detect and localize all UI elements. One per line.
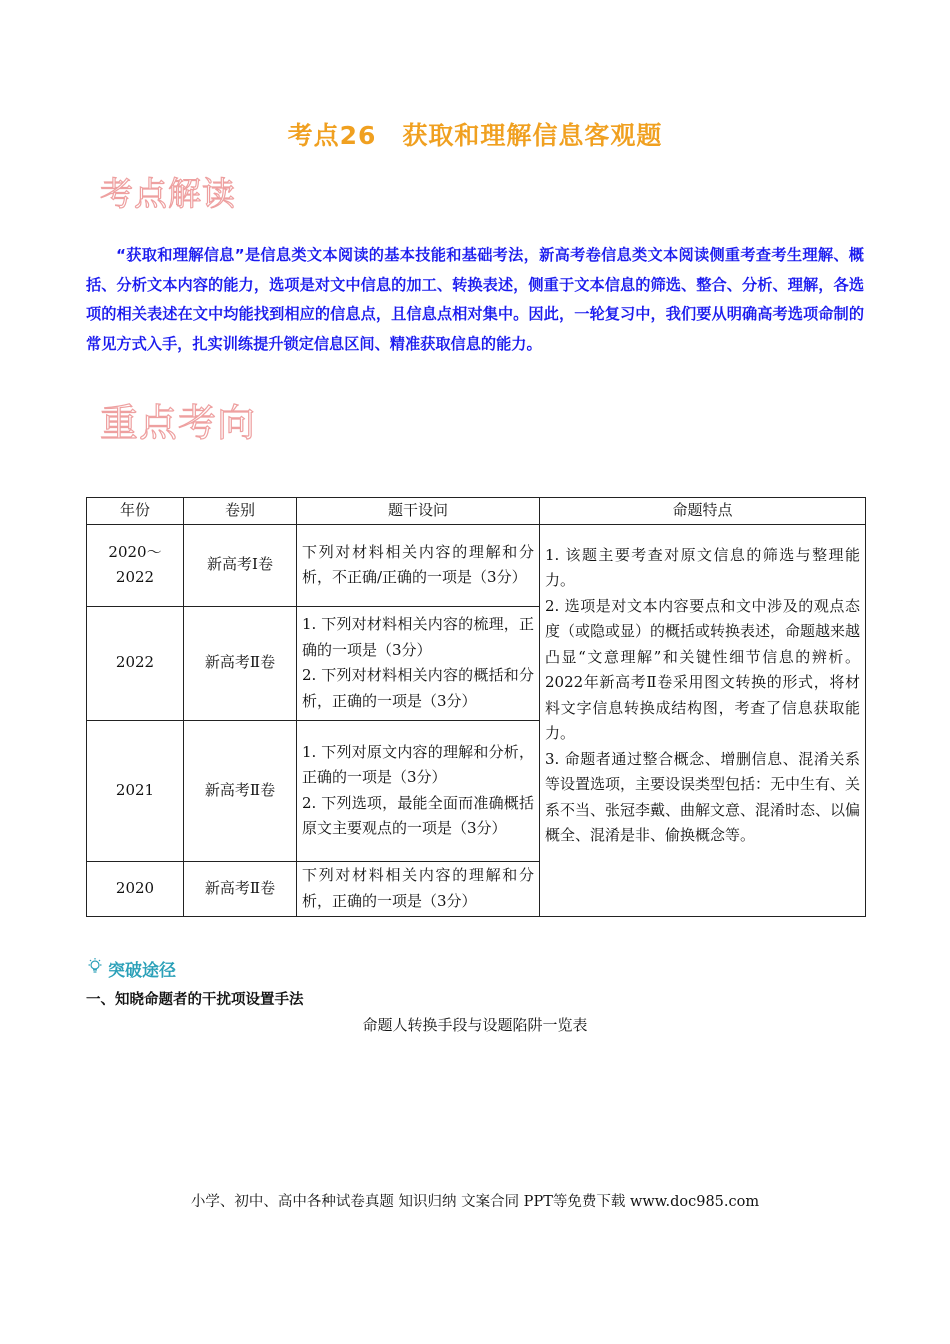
- cell-features: [540, 524, 866, 916]
- question-line: 1. 下列对材料相关内容的梳理，正确的一项是（3分）: [302, 615, 534, 659]
- section-heading-reading: 考点解读: [100, 174, 236, 213]
- cell-year: 2020～2022: [87, 524, 184, 606]
- question-line: 2. 下列选项，最能全面而准确概括原文主要观点的一项是（3分）: [302, 793, 534, 837]
- exam-table: [86, 497, 866, 917]
- subheading: 一、知晓命题者的干扰项设置手法: [86, 992, 304, 1008]
- method-label: 突破途径: [108, 961, 176, 981]
- feature-item: 3. 命题者通过整合概念、增删信息、混淆关系等设置选项，主要设误类型包括：无中生有、关系不当、张冠李戴、曲解文意、混淆时态、以偏概全、混淆是非、偷换概念等。: [545, 749, 861, 844]
- question-line: 1. 下列对原文内容的理解和分析，正确的一项是（3分）: [302, 742, 534, 786]
- header-paper: 卷别: [184, 498, 297, 525]
- feature-item: 2. 选项是对文本内容要点和文中涉及的观点态度（或隐或显）的概括或转换表述，命题越来越凸显“文意理解”和关键性细节信息的辨析。2022年新高考Ⅱ卷采用图文转换的形式，将材料文字信息转换成结构图，考查了信息获取能力。: [545, 596, 861, 742]
- intro-paragraph: “获取和理解信息”是信息类文本阅读的基本技能和基础考法，新高考卷信息类文本阅读侧重考查考生理解、概括、分析文本内容的能力，选项是对文中信息的加工、转换表述，侧重于文本信息的筛选、整合、分析、理解，各选项的相关表述在文中均能找到相应的信息点，且信息点相对集中。因此，一轮复习中，我们要从明确高考选项命制的常见方式入手，扎实训练提升锁定信息区间、精准获取信息的能力。: [86, 246, 864, 353]
- header-feature: 命题特点: [540, 498, 866, 525]
- lightbulb-icon: [86, 957, 104, 980]
- header-year: 年份: [87, 498, 184, 525]
- page-footer: 小学、初中、高中各种试卷真题 知识归纳 文案合同 PPT等免费下载 www.doc985.com: [190, 1194, 760, 1210]
- cell-year: 2021: [87, 720, 184, 861]
- cell-year: 2020: [87, 861, 184, 916]
- cell-paper: 新高考Ⅱ卷: [184, 606, 297, 720]
- section-heading-focus: 重点考向: [100, 401, 257, 445]
- cell-year: 2022: [87, 606, 184, 720]
- cell-paper: 新高考Ⅱ卷: [184, 720, 297, 861]
- cell-question: 下列对材料相关内容的理解和分析，正确的一项是（3分）: [297, 861, 540, 916]
- question-line: 2. 下列对材料相关内容的概括和分析，正确的一项是（3分）: [302, 666, 534, 710]
- cell-question: 下列对材料相关内容的理解和分析，不正确/正确的一项是（3分）: [297, 524, 540, 606]
- header-question: 题干设问: [297, 498, 540, 525]
- method-heading: [86, 956, 176, 981]
- cell-paper: 新高考Ⅰ卷: [184, 524, 297, 606]
- page-title: 考点26 获取和理解信息客观题: [287, 121, 663, 150]
- table-row: [87, 524, 866, 606]
- cell-question: [297, 720, 540, 861]
- cell-question: [297, 606, 540, 720]
- table-caption: 命题人转换手段与设题陷阱一览表: [362, 1016, 588, 1034]
- table-header-row: [87, 498, 866, 525]
- cell-paper: 新高考Ⅱ卷: [184, 861, 297, 916]
- feature-item: 1. 该题主要考查对原文信息的筛选与整理能力。: [545, 545, 860, 589]
